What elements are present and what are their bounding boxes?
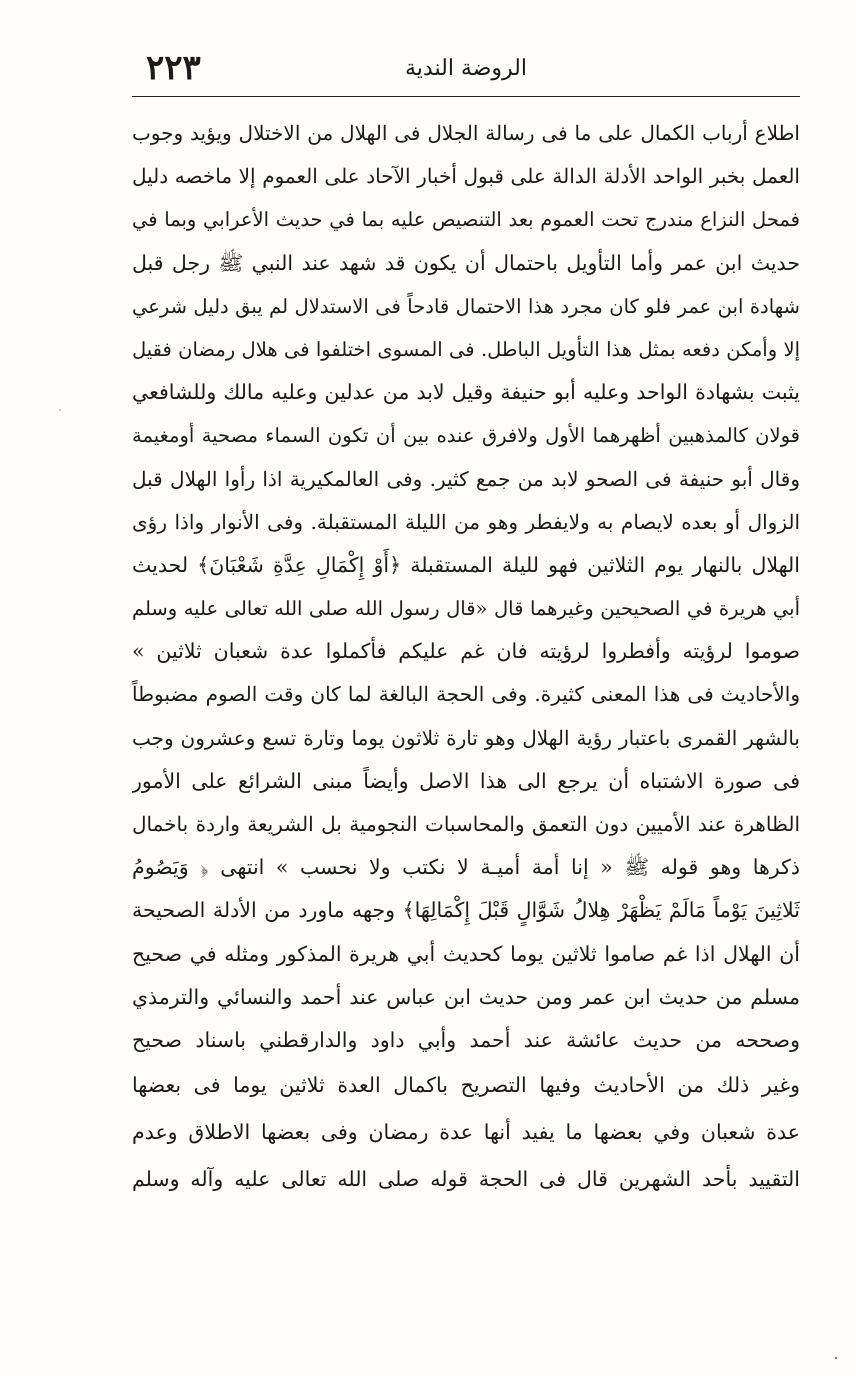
text-line: شهادة ابن عمر فلو كان مجرد هذا الاحتمال قادحاً فى الاستدلال لم يبق دليل شرعي [132,294,800,318]
body-text [132,112,800,1203]
text-line: عدة شعبان وفي بعضها ما يفيد أنها عدة رمضان وفى بعضها الاطلاق وعدم [132,1120,800,1145]
text-line: قولان كالمذهبين أظهرهما الأول ولافرق عنده بين أن تكون السماء مصحية أومغيمة [132,424,800,448]
page-header [132,44,800,92]
text-line: فمحل النزاع مندرج تحت العموم بعد التنصيص عليه بما في حديث الأعرابي وبما في [132,208,800,232]
text-line: وغير ذلك من الأحاديث وفيها التصريح باكمال العدة ثلاثين يوما فى بعضها [132,1073,800,1098]
text-line: ثَلاثِينَ يَوْماً مَالَمْ يَظْهَرْ هِلالُ شَوَّالٍ قَبْلَ إِكْمَالِهَا﴾ وجهه ماورد من الأدلة الصحيحة [132,898,800,923]
text-line: فى صورة الاشتباه أن يرجع الى هذا الاصل وأيضاً مبنى الشرائع على الأمور [132,768,800,793]
page-number: ٢٢٣ [146,48,201,88]
text-line: وصححه من حديث عائشة عند أحمد وأبي داود والدارقطني باسناد صحيح [132,1027,800,1052]
text-line: الزوال أو بعده لايصام به ولايفطر وهو من الليلة المستقبلة. وفى الأنوار واذا رؤى [132,509,800,534]
text-line: بالشهر القمرى باعتبار رؤية الهلال وهو تارة ثلاثون يوما وتارة تسع وعشرون وجب [132,725,800,750]
text-line: ذكرها وهو قوله ﷺ « إنا أمة أميـة لا نكتب ولا نحسب » انتهى ﴿ وَيَصُومُ [132,855,800,880]
text-line: اطلاع أرباب الكمال على ما فى رسالة الجلال فى الهلال من الاختلال ويؤيد وجوب [132,121,800,145]
text-line: مسلم من حديث ابن عمر ومن حديث ابن عباس عند أحمد والنسائي والترمذي [132,984,800,1009]
text-line: إلا وأمكن دفعه بمثل هذا التأويل الباطل. فى المسوى اختلفوا فى هلال رمضان فقيل [132,337,800,361]
text-line: التقييد بأحد الشهرين قال فى الحجة قوله صلى الله تعالى عليه وآله وسلم [132,1167,800,1192]
text-line: أبي هريرة في الصحيحين وغيرهما قال «قال رسول الله صلى الله تعالى عليه وسلم [132,597,800,621]
header-rule [132,96,800,97]
text-line: حديث ابن عمر وأما التأويل باحتمال أن يكون قد شهد عند النبي ﷺ رجل قبل [132,250,800,275]
text-line: الظاهرة عند الأميين دون التعمق والمحاسبات النجومية بل الشريعة واردة باخمال [132,812,800,836]
text-line: الهلال بالنهار يوم الثلاثين فهو لليلة المستقبلة ﴿أَوْ إِكْمَالِ عِدَّةِ شَعْبَانَ﴾ لحديث [132,552,800,577]
text-line: والأحاديث فى هذا المعنى كثيرة. وفى الحجة البالغة لما كان وقت الصوم مضبوطاً [132,682,800,707]
text-line: العمل بخبر الواحد الأدلة الدالة على قبول أخبار الآحاد على العموم إلا ماخصه دليل [132,164,800,189]
text-line: أن الهلال اذا غم صاموا ثلاثين يوما كحديث أبي هريرة المذكور ومثله في صحيح [132,941,800,966]
text-line: وقال أبو حنيفة فى الصحو لابد من جمع كثير. وفى العالمكيرية اذا رأوا الهلال قبل [132,466,800,491]
text-line: صوموا لرؤيته وأفطروا لرؤيته فان غم عليكم فأكملوا عدة شعبان ثلاثين » [132,639,800,664]
text-line: يثبت بشهادة الواحد وعليه أبو حنيفة وقيل لابد من عدلين وعليه مالك وللشافعي [132,380,800,405]
running-title: الروضة الندية [405,56,527,81]
